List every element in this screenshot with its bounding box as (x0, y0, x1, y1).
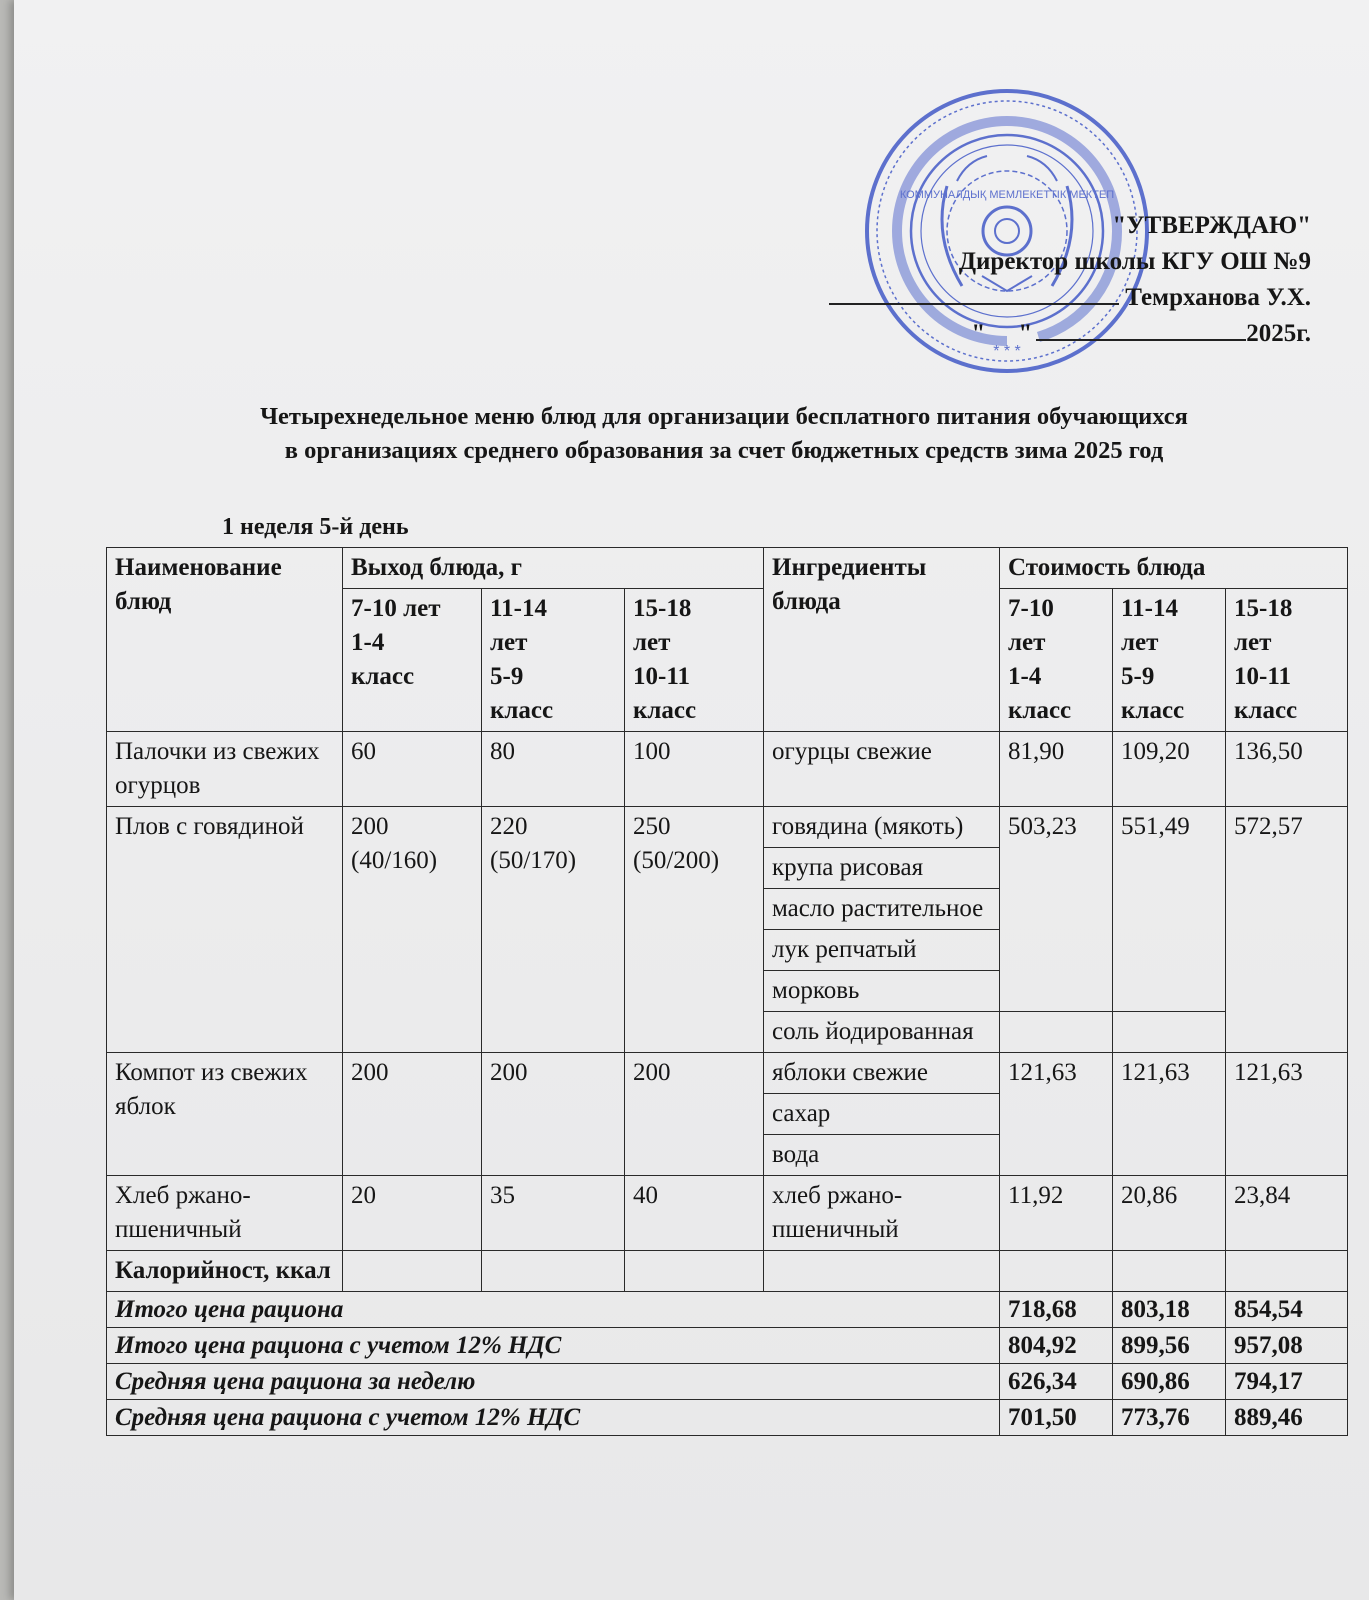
empty-cell (1000, 1012, 1113, 1053)
output-11-14: 200 (482, 1053, 625, 1176)
header-age-11-14: 11-14 лет 5-9 класс (482, 589, 625, 732)
header-output: Выход блюда, г (343, 548, 764, 589)
empty-cell (1000, 1251, 1113, 1292)
calories-row (107, 1251, 1348, 1292)
header-ingredients: Ингредиенты блюда (764, 548, 1000, 732)
table-row (107, 1176, 1348, 1251)
total-7-10: 701,50 (1000, 1400, 1113, 1436)
empty-cell (625, 1251, 764, 1292)
header-cost: Стоимость блюда (1000, 548, 1348, 589)
ingredient: яблоки свежие (764, 1053, 1000, 1094)
total-7-10: 626,34 (1000, 1364, 1113, 1400)
empty-cell (1113, 1251, 1226, 1292)
cost-7-10: 11,92 (1000, 1176, 1113, 1251)
calories-label: Калорийност, ккал (107, 1251, 343, 1292)
output-11-14: 220 (50/170) (482, 807, 625, 1053)
output-7-10: 20 (343, 1176, 482, 1251)
total-11-14: 773,76 (1113, 1400, 1226, 1436)
total-11-14: 690,86 (1113, 1364, 1226, 1400)
total-row (107, 1400, 1348, 1436)
ingredient: хлеб ржано-пшеничный (764, 1176, 1000, 1251)
approval-block (751, 208, 1311, 352)
approval-heading: "УТВЕРЖДАЮ" (1112, 212, 1311, 239)
dish-name: Плов с говядиной (107, 807, 343, 1053)
total-15-18: 889,46 (1226, 1400, 1348, 1436)
svg-text:* * *: * * * (993, 343, 1021, 360)
header-cost-11-14: 11-14 лет 5-9 класс (1113, 589, 1226, 732)
document-page (14, 0, 1369, 1600)
dish-name: Компот из свежих яблок (107, 1053, 343, 1176)
cost-7-10: 503,23 (1000, 807, 1113, 1012)
ingredient: лук репчатый (764, 930, 1000, 971)
total-7-10: 718,68 (1000, 1292, 1113, 1328)
dish-name: Палочки из свежих огурцов (107, 732, 343, 807)
day-label: 1 неделя 5-й день (222, 514, 409, 540)
approval-year: 2025г. (1246, 320, 1311, 347)
total-label: Средняя цена рациона с учетом 12% НДС (107, 1400, 1000, 1436)
approval-position: Директор школы КГУ ОШ №9 (958, 248, 1311, 275)
cost-15-18: 136,50 (1226, 732, 1348, 807)
title-line-2: в организациях среднего образования за счет бюджетных средств зима 2025 год (284, 437, 1164, 464)
ingredient: соль йодированная (764, 1012, 1000, 1053)
cost-11-14: 551,49 (1113, 807, 1226, 1012)
approval-date-line (751, 316, 1311, 352)
total-label: Средняя цена рациона за неделю (107, 1364, 1000, 1400)
header-cost-7-10: 7-10 лет 1-4 класс (1000, 589, 1113, 732)
total-row (107, 1364, 1348, 1400)
total-row (107, 1328, 1348, 1364)
empty-cell (1113, 1012, 1226, 1053)
total-11-14: 899,56 (1113, 1328, 1226, 1364)
header-cost-15-18: 15-18 лет 10-11 класс (1226, 589, 1348, 732)
svg-text:КОММУНАЛДЫҚ МЕМЛЕКЕТТІК МЕКТЕП: КОММУНАЛДЫҚ МЕМЛЕКЕТТІК МЕКТЕП (899, 189, 1115, 201)
cost-15-18: 121,63 (1226, 1053, 1348, 1176)
cost-15-18: 572,57 (1226, 807, 1348, 1053)
total-7-10: 804,92 (1000, 1328, 1113, 1364)
ingredient: крупа рисовая (764, 848, 1000, 889)
ingredient: морковь (764, 971, 1000, 1012)
total-11-14: 803,18 (1113, 1292, 1226, 1328)
output-7-10: 200 (343, 1053, 482, 1176)
output-11-14: 80 (482, 732, 625, 807)
header-row-1 (107, 548, 1348, 589)
dish-name: Хлеб ржано-пшеничный (107, 1176, 343, 1251)
document-title (104, 400, 1344, 468)
approval-signature-line (751, 280, 1311, 316)
ingredient: масло растительное (764, 889, 1000, 930)
cost-7-10: 81,90 (1000, 732, 1113, 807)
output-7-10: 200 (40/160) (343, 807, 482, 1053)
ingredient: вода (764, 1135, 1000, 1176)
output-15-18: 40 (625, 1176, 764, 1251)
output-15-18: 100 (625, 732, 764, 807)
ingredient: говядина (мякоть) (764, 807, 1000, 848)
cost-11-14: 109,20 (1113, 732, 1226, 807)
cost-11-14: 20,86 (1113, 1176, 1226, 1251)
ingredient: огурцы свежие (764, 732, 1000, 807)
empty-cell (764, 1251, 1000, 1292)
cost-7-10: 121,63 (1000, 1053, 1113, 1176)
date-quote-open: " (971, 320, 986, 347)
header-dish: Наименование блюд (107, 548, 343, 732)
output-15-18: 250 (50/200) (625, 807, 764, 1053)
total-label: Итого цена рациона с учетом 12% НДС (107, 1328, 1000, 1364)
header-age-7-10: 7-10 лет 1-4 класс (343, 589, 482, 732)
date-quote-close: " (1018, 320, 1033, 347)
director-name: Темрханова У.Х. (1125, 284, 1311, 311)
menu-table (106, 547, 1348, 1436)
total-15-18: 957,08 (1226, 1328, 1348, 1364)
cost-11-14: 121,63 (1113, 1053, 1226, 1176)
total-label: Итого цена рациона (107, 1292, 1000, 1328)
signature-underline (829, 281, 1119, 305)
header-age-15-18: 15-18 лет 10-11 класс (625, 589, 764, 732)
table-row (107, 732, 1348, 807)
output-11-14: 35 (482, 1176, 625, 1251)
total-15-18: 854,54 (1226, 1292, 1348, 1328)
output-7-10: 60 (343, 732, 482, 807)
output-15-18: 200 (625, 1053, 764, 1176)
table-row (107, 807, 1348, 848)
empty-cell (343, 1251, 482, 1292)
title-line-1: Четырехнедельное меню блюд для организации бесплатного питания обучающихся (260, 403, 1188, 430)
empty-cell (1226, 1251, 1348, 1292)
total-15-18: 794,17 (1226, 1364, 1348, 1400)
ingredient: сахар (764, 1094, 1000, 1135)
empty-cell (482, 1251, 625, 1292)
cost-15-18: 23,84 (1226, 1176, 1348, 1251)
table-row (107, 1053, 1348, 1094)
date-underline (1036, 317, 1246, 341)
total-row (107, 1292, 1348, 1328)
